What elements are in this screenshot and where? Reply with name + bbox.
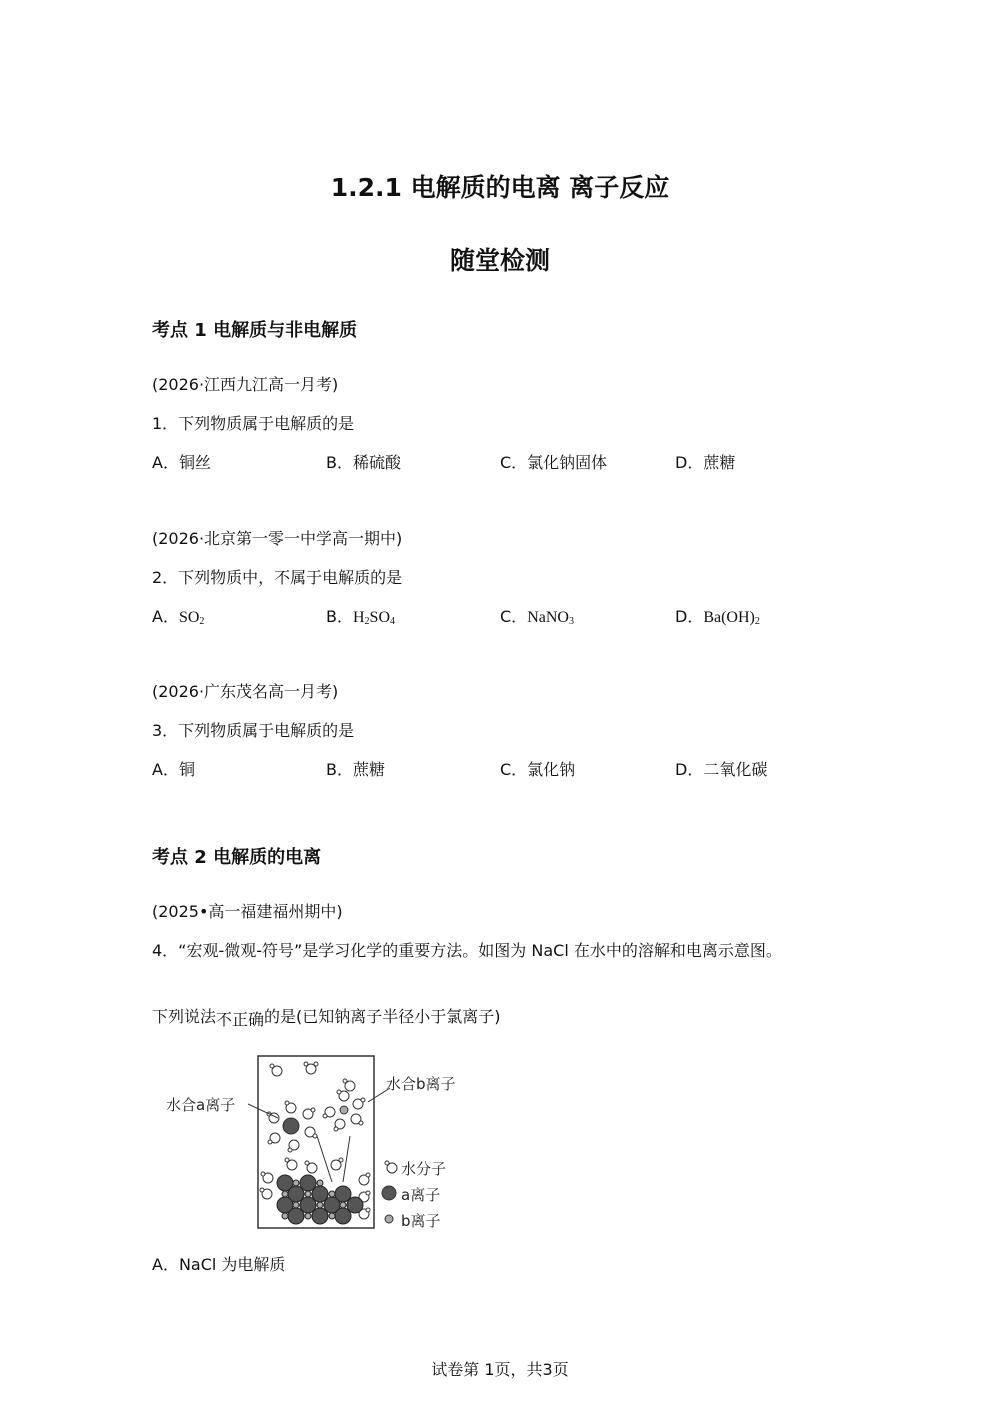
option-b — [326, 604, 395, 627]
page-footer: 试卷第 1页，共3页 — [431, 1360, 569, 1379]
option-letter: D． — [675, 607, 704, 626]
legend-b-ion: b离子 — [401, 1212, 441, 1230]
option-c: C．氯化钠 — [500, 760, 576, 779]
section-title: 电解质与非电解质 — [213, 320, 358, 341]
section-number: 考点 1 — [152, 320, 207, 341]
option-letter: C． — [500, 607, 528, 626]
formula: NaNO$_3$ — [527, 609, 574, 627]
option-d: D．二氧化碳 — [675, 760, 768, 779]
option-c: C．氯化钠固体 — [500, 453, 608, 472]
page-subtitle: 随堂检测 — [449, 246, 550, 275]
question-source: (2026·北京第一零一中学高一期中) — [152, 529, 403, 548]
option-a: A．铜丝 — [152, 453, 211, 472]
hydrated-a-ion — [267, 1101, 317, 1152]
formula: $H_2SO_4$ — [352, 609, 395, 627]
option-letter: A． — [152, 607, 179, 626]
emphasis-text: 不正确 — [216, 1010, 265, 1029]
question-source: (2025•高一福建福州期中) — [152, 902, 343, 921]
option-a: A．NaCl 为电解质 — [152, 1255, 286, 1274]
option-c — [500, 604, 574, 627]
pointer-line — [248, 1104, 278, 1118]
question-source: (2026·江西九江高一月考) — [152, 375, 339, 394]
section-heading-1 — [152, 316, 357, 342]
formula: $Ba(OH)_2$ — [703, 609, 760, 627]
option-d: D．蔗糖 — [675, 453, 736, 472]
section-heading-2 — [152, 843, 321, 869]
legend-a-ion: a离子 — [401, 1186, 441, 1204]
option-a — [152, 604, 204, 627]
option-d — [675, 604, 760, 627]
nacl-dissolution-diagram — [160, 1052, 480, 1232]
pointer-line — [343, 1136, 350, 1182]
question-source: (2026·广东茂名高一月考) — [152, 682, 339, 701]
stem-text: 下列说法 — [152, 1007, 217, 1026]
legend-water: 水分子 — [401, 1160, 447, 1178]
question-stem: 3．下列物质属于电解质的是 — [152, 721, 355, 740]
page-title: 1.2.1 电解质的电离 离子反应 — [330, 173, 670, 202]
question-stem: 2．下列物质中，不属于电解质的是 — [152, 568, 403, 587]
option-b: B．稀硫酸 — [326, 453, 401, 472]
nacl-crystal — [277, 1175, 363, 1224]
pointer-line — [317, 1136, 332, 1182]
label-hydrated-a: 水合a离子 — [166, 1096, 236, 1114]
question-stem-continued — [152, 1004, 501, 1027]
option-a: A．铜 — [152, 760, 195, 779]
a-ion-icon — [382, 1186, 396, 1200]
option-b: B．蔗糖 — [326, 760, 385, 779]
option-letter: B． — [326, 607, 353, 626]
hydrated-b-ion — [323, 1090, 365, 1131]
section-number: 考点 2 — [152, 847, 207, 868]
formula: $SO_2$ — [178, 609, 205, 627]
stem-text: 的是(已知钠离子半径小于氯离子) — [264, 1007, 501, 1026]
b-ion-icon — [385, 1215, 393, 1223]
label-hydrated-b: 水合b离子 — [386, 1075, 456, 1093]
question-stem: 1．下列物质属于电解质的是 — [152, 414, 355, 433]
question-stem: 4．“宏观-微观-符号”是学习化学的重要方法。如图为 NaCl 在水中的溶解和电离示意图。 — [152, 941, 782, 960]
legend-symbols — [382, 1161, 397, 1223]
section-title: 电解质的电离 — [213, 847, 322, 868]
